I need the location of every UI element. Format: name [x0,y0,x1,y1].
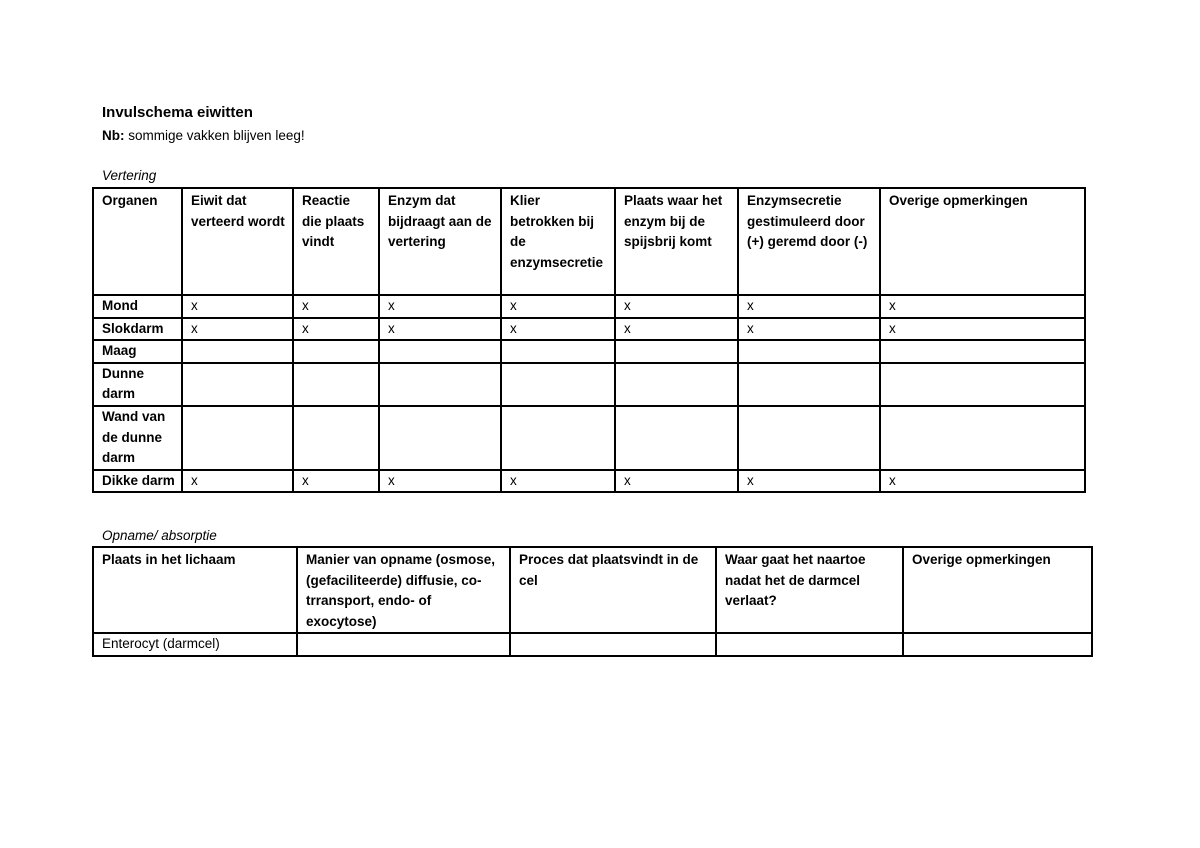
table-cell[interactable] [501,406,615,470]
table-cell[interactable]: x [501,470,615,493]
table-cell[interactable] [880,406,1085,470]
opname-table [92,546,1093,657]
table-cell[interactable] [379,363,501,406]
vertering-header-cell: Klier betrokken bij de enzymsecretie [501,188,615,295]
table-cell[interactable]: x [379,318,501,341]
table-cell[interactable]: x [880,295,1085,318]
table-cell[interactable]: x [880,318,1085,341]
table-cell[interactable] [293,363,379,406]
document-note [102,128,305,143]
table-cell[interactable]: x [293,295,379,318]
table-cell[interactable] [615,363,738,406]
vertering-header-cell: Eiwit dat verteerd wordt [182,188,293,295]
vertering-header-cell: Reactie die plaats vindt [293,188,379,295]
table-cell[interactable]: x [738,295,880,318]
opname-caption: Opname/ absorptie [102,528,217,543]
table-cell[interactable] [903,633,1092,656]
note-text: sommige vakken blijven leeg! [124,128,305,143]
opname-header-cell: Proces dat plaatsvindt in de cel [510,547,716,633]
organ-label: Mond [93,295,182,318]
place-label: Enterocyt (darmcel) [93,633,297,656]
table-cell[interactable]: x [379,295,501,318]
table-cell[interactable] [297,633,510,656]
note-prefix: Nb: [102,128,125,143]
table-cell[interactable]: x [738,470,880,493]
table-row [93,633,1092,656]
organ-label: Maag [93,340,182,363]
opname-header-cell: Waar gaat het naartoe nadat het de darmcel verlaat? [716,547,903,633]
table-cell[interactable] [182,406,293,470]
table-row [93,340,1085,363]
table-cell[interactable] [880,363,1085,406]
organ-label: Dunne darm [93,363,182,406]
table-cell[interactable]: x [615,470,738,493]
table-cell[interactable]: x [182,470,293,493]
organ-label: Wand van de dunne darm [93,406,182,470]
organ-label: Slokdarm [93,318,182,341]
table-cell[interactable] [738,363,880,406]
vertering-header-cell: Plaats waar het enzym bij de spijsbrij komt [615,188,738,295]
table-cell[interactable]: x [501,295,615,318]
table-cell[interactable]: x [182,318,293,341]
table-cell[interactable]: x [880,470,1085,493]
table-cell[interactable]: x [501,318,615,341]
table-cell[interactable]: x [615,295,738,318]
table-cell[interactable]: x [379,470,501,493]
table-row [93,470,1085,493]
table-row [93,295,1085,318]
table-cell[interactable] [615,340,738,363]
table-cell[interactable]: x [738,318,880,341]
table-cell[interactable]: x [293,318,379,341]
vertering-header-cell: Overige opmerkingen [880,188,1085,295]
vertering-header-cell: Enzym dat bijdraagt aan de vertering [379,188,501,295]
table-row [93,318,1085,341]
vertering-header-row [93,188,1085,295]
document-title: Invulschema eiwitten [102,104,253,121]
table-cell[interactable] [501,363,615,406]
table-cell[interactable] [182,363,293,406]
table-cell[interactable] [716,633,903,656]
table-cell[interactable]: x [615,318,738,341]
table-cell[interactable]: x [182,295,293,318]
table-cell[interactable] [738,340,880,363]
table-cell[interactable] [501,340,615,363]
table-cell[interactable] [738,406,880,470]
vertering-table [92,187,1086,493]
vertering-header-cell: Organen [93,188,182,295]
organ-label: Dikke darm [93,470,182,493]
opname-header-cell: Plaats in het lichaam [93,547,297,633]
opname-header-cell: Overige opmerkingen [903,547,1092,633]
table-cell[interactable] [510,633,716,656]
table-cell[interactable] [293,406,379,470]
table-cell[interactable] [182,340,293,363]
table-row [93,406,1085,470]
table-cell[interactable] [293,340,379,363]
opname-header-row [93,547,1092,633]
vertering-caption: Vertering [102,168,157,183]
table-cell[interactable]: x [293,470,379,493]
table-row [93,363,1085,406]
table-cell[interactable] [379,406,501,470]
vertering-header-cell: Enzymsecretie gestimuleerd door (+) geremd door (-) [738,188,880,295]
table-cell[interactable] [615,406,738,470]
opname-header-cell: Manier van opname (osmose, (gefaciliteerde) diffusie, co-trransport, endo- of exocytose) [297,547,510,633]
table-cell[interactable] [379,340,501,363]
table-cell[interactable] [880,340,1085,363]
